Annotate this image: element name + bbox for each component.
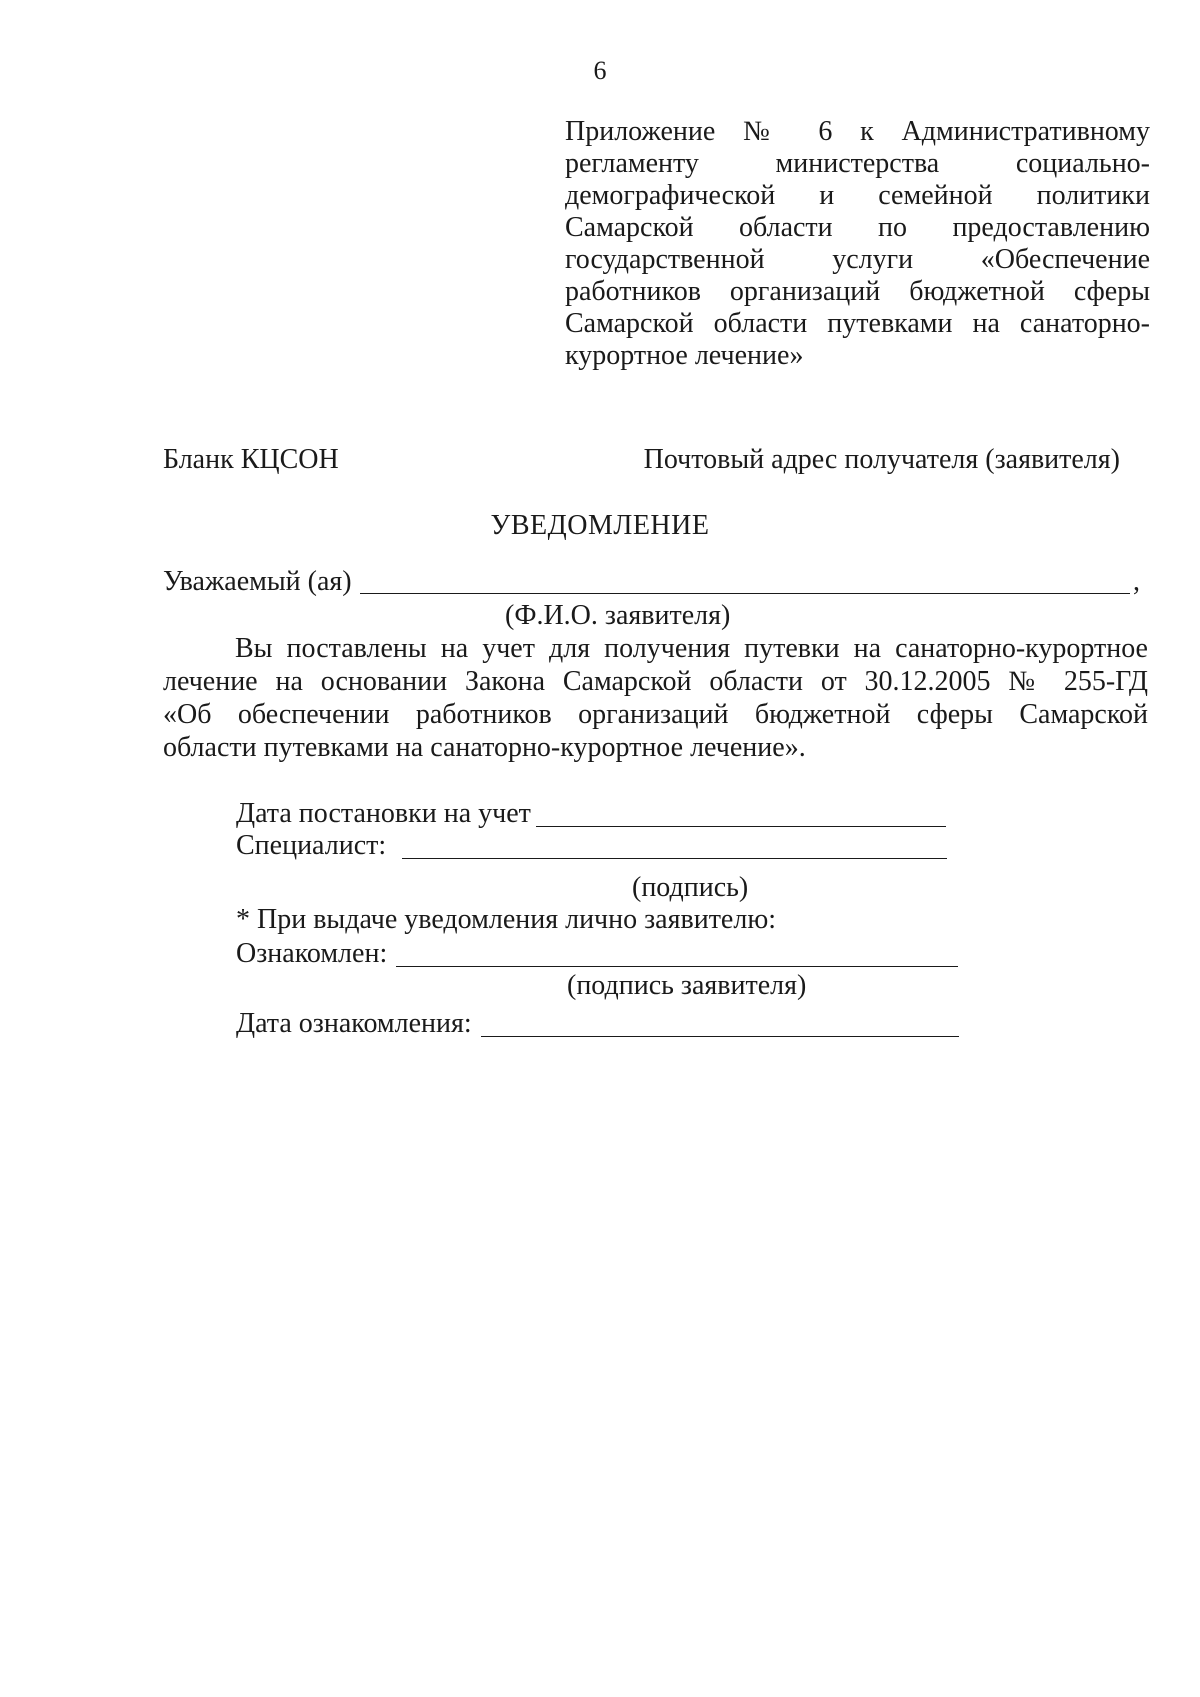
applicant-name-caption: (Ф.И.О. заявителя): [505, 600, 731, 631]
appendix-line: Самарской области путевками на санаторно-: [565, 308, 1150, 339]
applicant-name-blank[interactable]: [360, 593, 1130, 594]
document-title: УВЕДОМЛЕНИЕ: [490, 510, 710, 541]
appendix-line: Приложение № 6 к Административному: [565, 116, 1150, 147]
body-line: области путевками на санаторно-курортное лечение».: [163, 732, 806, 763]
acquainted-label: Ознакомлен:: [236, 938, 388, 969]
salutation-row: [163, 566, 1148, 602]
appendix-line: регламенту министерства социально-: [565, 148, 1150, 179]
applicant-signature-caption: (подпись заявителя): [567, 970, 807, 1001]
registration-date-field: [236, 798, 956, 832]
specialist-label: Специалист:: [236, 830, 387, 861]
body-line: лечение на основании Закона Самарской области от 30.12.2005 № 255-ГД: [163, 666, 1148, 697]
appendix-line: демографической и семейной политики: [565, 180, 1150, 211]
personal-delivery-note: * При выдаче уведомления лично заявителю:: [236, 904, 777, 935]
form-header-row: [163, 444, 1120, 480]
acquainted-field: [236, 938, 966, 972]
body-line: Вы поставлены на учет для получения путевки на санаторно-курортное: [235, 633, 1148, 664]
acquainted-signature-blank[interactable]: [396, 966, 958, 967]
salutation-comma: ,: [1133, 566, 1140, 597]
page-number: 6: [593, 56, 607, 85]
appendix-line: работников организаций бюджетной сферы: [565, 276, 1150, 307]
appendix-heading: [565, 116, 1150, 372]
appendix-line: курортное лечение»: [565, 340, 804, 371]
acquaintance-date-label: Дата ознакомления:: [236, 1008, 472, 1039]
registration-date-label: Дата постановки на учет: [236, 798, 531, 829]
signature-caption: (подпись): [632, 872, 749, 903]
appendix-line: государственной услуги «Обеспечение: [565, 244, 1150, 275]
notice-body: [163, 632, 1148, 764]
blank-label: Бланк КЦСОН: [163, 444, 339, 475]
postal-address-label: Почтовый адрес получателя (заявителя): [643, 444, 1120, 475]
acquaintance-date-blank[interactable]: [481, 1036, 959, 1037]
salutation-label: Уважаемый (ая): [163, 566, 352, 597]
registration-date-blank[interactable]: [536, 826, 946, 827]
appendix-line: Самарской области по предоставлению: [565, 212, 1150, 243]
acquaintance-date-field: [236, 1008, 966, 1042]
specialist-signature-blank[interactable]: [402, 858, 947, 859]
body-line: «Об обеспечении работников организаций бюджетной сферы Самарской: [163, 699, 1148, 730]
specialist-field: [236, 830, 956, 864]
